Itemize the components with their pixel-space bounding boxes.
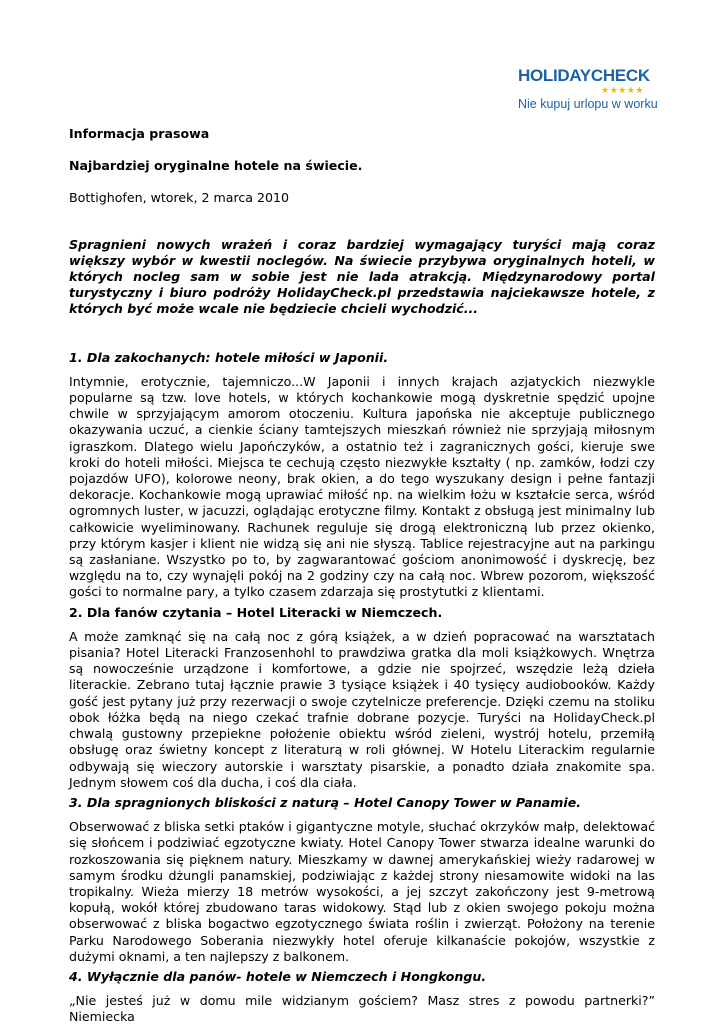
logo-tagline: Nie kupuj urlopu w worku xyxy=(518,97,658,111)
holidaycheck-logo xyxy=(518,66,658,116)
section-4-body: „Nie jesteś już w domu mile widzianym gościem? Masz stres z powodu partnerki?” Niemiecka xyxy=(69,993,655,1025)
section-4-heading: 4. Wyłącznie dla panów- hotele w Niemczech i Hongkongu. xyxy=(69,968,487,984)
logo-wordmark: HOLIDAYCHECK xyxy=(518,66,650,85)
logo-stars-icon: ★★★★★ xyxy=(601,86,644,96)
section-2-body: A może zamknąć się na całą noc z górą książek, a w dzień popracować na warsztatach pisania? Hotel Literacki Franzosenhohl to prawdziwa gratka dla moli książkowych. Wnętrza są nowocześnie urządzone i komfortowe, a gdzie nie spojrzeć, wszędzie leżą dzieła literackie. Zebrano tutaj łącznie prawie 3 tysiące książek i 40 tysięcy audiobooków. Każdy gość jest pytany już przy rezerwacji o swoje czytelnicze preferencje. Dzięki czemu na stoliku obok łóżka będą na niego czekać trafnie dobrane pozycje. Turyści na HolidayCheck.pl chwalą gustowny przepiekne położenie obiektu wśród zieleni, wystrój hotelu, przemiłą obsługę oraz świetny koncept z literaturą w roli głównej. W Hotelu Literackim regularnie odbywają się wieczory autorskie i warsztaty pisarskie, a ponadto działa znakomite spa. Jednym słowem coś dla ducha, i coś dla ciała. xyxy=(69,628,655,790)
section-2-heading: 2. Dla fanów czytania – Hotel Literacki w Niemczech. xyxy=(69,604,443,620)
dateline: Bottighofen, wtorek, 2 marca 2010 xyxy=(69,190,290,206)
section-1-body: Intymnie, erotycznie, tajemniczo...W Japonii i innych krajach azjatyckich niezwykle popularne są tzw. love hotels, w których kochankowie mogą dyskretnie spędzić upojne chwile w sprzyjającym amorom otoczeniu. Kultura japońska nie akceptuje publicznego okazywania uczuć, a cienkie ściany tamtejszych mieszkań również nie sprzyjają miłosnym igraszkom. Dlatego wielu Japończyków, a ostatnio też i zagranicznych gości, kieruje swe kroki do hoteli miłości. Miejsca te cechują często niezwykłe kształty ( np. zamków, łodzi czy pojazdów UFO), kolorowe neony, brak okien, a do tego wyszukany design i pełne fantazji dekoracje. Kochankowie mogą uprawiać miłość np. na wielkim łożu w kształcie serca, wśród ogromnych luster, w jacuzzi, oglądając erotyczne filmy. Kontakt z obsługą jest minimalny lub całkowicie wyeliminowany. Rachunek reguluje się drogą elektroniczną lub przez okienko, przy którym kasjer i klient nie widzą się ani nie słyszą. Tablice rejestracyjne aut na parkingu są zasłaniane. Wszystko po to, by zagwarantować gościom anonimowość i dyskrecję, bez względu na to, czy wynajęli pokój na 2 godziny czy na całą noc. Wbrew pozorom, większość gości to normalne pary, a tylko czasem zdarzaja się prostytutki z klientami. xyxy=(69,373,655,600)
press-label: Informacja prasowa xyxy=(69,126,210,141)
section-1-heading: 1. Dla zakochanych: hotele miłości w Japonii. xyxy=(69,349,389,365)
section-3-body: Obserwować z bliska setki ptaków i gigantyczne motyle, słuchać okrzyków małp, delektować się słońcem i podziwiać egzotyczne kwiaty. Hotel Canopy Tower stwarza idealne warunki do rozkoszowania się pięknem natury. Mieszkamy w dawnej amerykańskiej wieży radarowej w samym środku dżungli panamskiej, podziwiając z każdej strony niesamowite widoki na las tropikalny. Wieża mierzy 18 metrów wysokości, a jej szczyt zakończony jest 9-metrową kopułą, wokół której zbudowano taras widokowy. Stąd lub z okien swojego pokoju można obserwować z bliska bogactwo egzotycznego świata roślin i zwierząt. Położony na terenie Parku Narodowego Soberania niezwykły hotel oferuje kilkanaście pokojów, wszystkie z dużymi oknami, a ten najlepszy z balkonem. xyxy=(69,819,655,964)
press-title: Najbardziej oryginalne hotele na świecie. xyxy=(69,158,363,174)
document-body xyxy=(69,126,655,1026)
section-3-heading: 3. Dla spragnionych bliskości z naturą – Hotel Canopy Tower w Panamie. xyxy=(69,794,582,810)
lead-paragraph: Spragnieni nowych wrażeń i coraz bardziej wymagający turyści mają coraz większy wybór w kwestii noclegów. Na świecie przybywa oryginalnych hoteli, w których nocleg sam w sobie jest nie lada atrakcją. Międzynarodowy portal turystyczny i biuro podróży HolidayCheck.pl przedstawia najciekawsze hotele, z których być może wcale nie będziecie chcieli wychodzić... xyxy=(69,236,655,317)
